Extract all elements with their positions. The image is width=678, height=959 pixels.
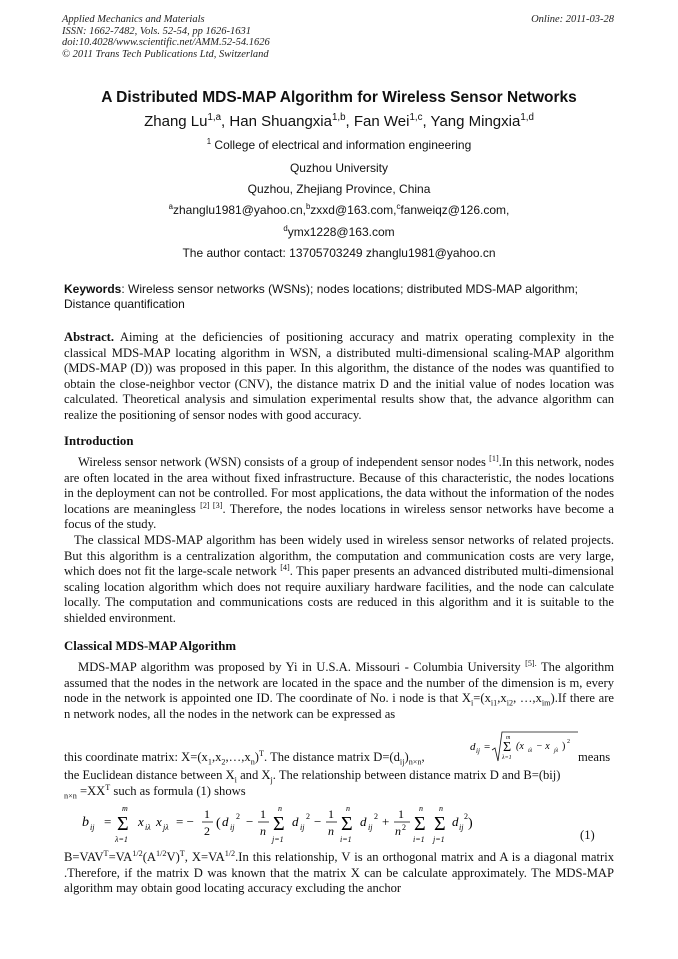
eq-paren: ) — [562, 741, 566, 752]
eq-term: (x — [516, 741, 524, 752]
eq-paren: ) — [468, 816, 473, 831]
eq-sum-upper: n — [439, 804, 443, 813]
classical-paragraph-2 — [64, 750, 464, 766]
introduction-body — [64, 455, 614, 627]
affiliation-university: Quzhou University — [289, 161, 389, 175]
eq-symbol: d — [292, 814, 299, 829]
classical-paragraph-3 — [64, 768, 614, 799]
keywords-text: : Wireless sensor networks (WSNs); nodes locations; distributed MDS-MAP algorithm; Distance quantification — [64, 282, 578, 311]
eq-denominator: n — [328, 824, 334, 838]
subscript: n — [250, 757, 255, 767]
subscript: 1 — [207, 757, 212, 767]
eq-subscript: ij — [476, 747, 480, 755]
eq-sum-upper: n — [419, 804, 423, 813]
online-date: Online: 2011-03-28 — [531, 14, 614, 25]
eq-superscript: 2 — [236, 812, 240, 821]
issn-line: ISSN: 1662-7482, Vols. 52-54, pp 1626-1631 — [62, 25, 251, 37]
section-heading-introduction: Introduction — [64, 434, 134, 448]
paper-title: A Distributed MDS-MAP Algorithm for Wireless Sensor Networks — [101, 89, 577, 106]
author-name: Fan Wei — [353, 113, 410, 130]
email-link[interactable]: zxxd@163.com, — [310, 203, 397, 217]
subscript: i — [234, 775, 237, 785]
classical-paragraph-4 — [64, 850, 614, 897]
eq-subscript: ij — [368, 823, 373, 832]
copyright-line: © 2011 Trans Tech Publications Ltd, Switzerland — [62, 48, 269, 60]
eq-numerator: 1 — [328, 807, 334, 821]
citation: [4] — [280, 562, 290, 572]
email-sup: c — [396, 202, 401, 211]
text: . The relationship between distance matrix D and B=(bij) — [272, 768, 561, 782]
journal-name: Applied Mechanics and Materials — [62, 14, 205, 25]
eq-symbol: d — [470, 741, 476, 753]
subscript: ij — [399, 757, 405, 767]
means-word: means — [578, 750, 611, 764]
subscript: im — [541, 698, 551, 708]
eq-operator: − — [314, 814, 322, 829]
eq-sum-lower: j=1 — [433, 835, 445, 844]
author-sup: 1,c — [409, 112, 423, 123]
text: Wireless sensor network (WSN) consists of a group of independent sensor nodes — [78, 455, 490, 469]
affiliation-college — [0, 138, 678, 152]
email-link[interactable]: fanweiqz@126.com, — [400, 203, 510, 217]
eq-sum-lower: i=1 — [413, 835, 425, 844]
citation: [2] [3] — [200, 500, 223, 510]
superscript: T — [258, 748, 264, 758]
subscript: 2 — [221, 757, 226, 767]
section-heading-classical: Classical MDS-MAP Algorithm — [64, 639, 237, 653]
keywords-label: Keywords — [64, 282, 122, 296]
affiliation-city: Quzhou, Zhejiang Province, China — [247, 182, 431, 196]
subscript: i — [471, 698, 474, 708]
text: ) — [404, 750, 409, 764]
text: ,x — [211, 750, 222, 764]
eq-sum-lower: λ=1 — [115, 835, 128, 844]
eq-sum-lower: i=1 — [340, 835, 352, 844]
equation-number: (1) — [580, 828, 595, 842]
classical-paragraph-1 — [64, 660, 614, 722]
eq-subscript: ij — [300, 823, 305, 832]
eq-sum: Σ — [503, 740, 512, 755]
eq-numerator: 1 — [204, 807, 210, 821]
text: The algorithm assumed that the nodes in the network are located in the space and the number of the dimension is m, every node in the network is appointed one ID. The coordinate of No. i node is that X — [64, 660, 614, 706]
author-sup: 1,d — [520, 112, 534, 123]
eq-denominator: n — [260, 824, 266, 838]
author-sup: 1,b — [331, 112, 346, 123]
affiliation-sup: 1 — [206, 137, 212, 146]
eq-numerator: 1 — [260, 807, 266, 821]
author-name: Han Shuangxia — [229, 113, 332, 130]
email-sup: a — [168, 202, 173, 211]
intro-paragraph-2 — [64, 533, 614, 627]
eq-subscript: iλ — [528, 748, 533, 754]
eq-superscript: 2 — [464, 812, 468, 821]
eq-numerator: 1 — [398, 807, 404, 821]
text: this coordinate matrix: X=(x — [64, 750, 208, 764]
distance-formula — [470, 728, 580, 764]
journal-header — [62, 14, 270, 60]
text: The classical MDS-MAP algorithm has been widely used in wireless sensor networks of related projects. But this algorithm is a centralization algorithm, the computation and communication costs are very large, which does not fit the large-scale network — [64, 532, 614, 579]
text: ,x — [497, 691, 507, 706]
subscript: i2 — [506, 698, 514, 708]
text: B=VAV — [64, 850, 104, 864]
eq-subscript: jλ — [554, 748, 559, 754]
text: =(x — [473, 691, 491, 706]
text: =VA — [108, 850, 133, 864]
text: (A — [142, 850, 156, 864]
text: the Euclidean distance between X — [64, 768, 235, 782]
text: , …,x — [513, 691, 542, 706]
eq-symbol: x — [156, 814, 162, 829]
text: =XX — [76, 783, 106, 798]
eq-operator: = — [484, 741, 491, 753]
email-line-2 — [0, 225, 678, 239]
text: . Therefore, the nodes locations in wireless sensor networks have become a focus of the study. — [64, 501, 614, 532]
eq-symbol: d — [452, 814, 459, 829]
eq-sum: Σ — [117, 813, 129, 835]
doi-line: doi:10.4028/www.scientific.net/AMM.52-54.1626 — [62, 37, 270, 48]
abstract-label: Abstract. — [64, 330, 115, 344]
eq-subscript: jλ — [163, 823, 169, 832]
author-sup: 1,a — [207, 112, 222, 123]
eq-operator: + — [382, 814, 390, 829]
text: .In this relationship, V is an orthogonal matrix and A is a diagonal matrix .Therefore, if the matrix D was known that the matrix X can be calculate approximately. The MDS-MAP algorithm may obtain good locating accuracy excluding the anchor — [64, 850, 614, 896]
eq-sum: Σ — [414, 813, 426, 835]
eq-operator: − — [246, 814, 254, 829]
eq-sum-lower: λ=1 — [502, 755, 512, 761]
abstract — [64, 330, 614, 424]
college-name: College of electrical and information engineering — [214, 138, 472, 152]
superscript: T — [103, 848, 109, 858]
eq-term: − x — [536, 741, 550, 752]
intro-paragraph-1 — [64, 455, 614, 533]
text: ,…,x — [225, 750, 251, 764]
email-link[interactable]: zhanglu1981@yahoo.cn, — [173, 203, 306, 217]
superscript: 1/2 — [132, 848, 143, 858]
text: .In this network, nodes are often located in the area without fixed infrastructure. Because of this characteristic, the nodes locations in the deployment can not be controlled. For most applications, the data without the information of the nodes locations are meaningless — [64, 455, 615, 516]
text: ) — [254, 750, 259, 764]
eq-subscript: ij — [90, 823, 95, 832]
eq-subscript: iλ — [145, 823, 151, 832]
subscript: n×n — [408, 757, 422, 767]
eq-subscript: ij — [459, 823, 464, 832]
text: , — [421, 750, 425, 764]
eq-denominator: 2 — [204, 824, 210, 838]
eq-sum-upper: m — [506, 735, 511, 741]
author-name: Yang Mingxia — [430, 113, 521, 130]
abstract-text: Aiming at the deficiencies of positioning accuracy and matrix operating complexity in the classical MDS-MAP locating algorithm in WSN, a distributed multi-dimensional scaling-MAP algorithm (MDS-MAP (D)) was proposed in this paper. In this algorithm, the distance of the nodes was quantified to obtain the close-neighbor vector (CNV), the distance matrix D and the initial value of nodes location was calculated. Theoretical analysis and simulation experimental results show that, the advance algorithm can realize the positioning of sensor nodes with good accuracy. — [64, 330, 614, 422]
author-contact: The author contact: 13705703249 zhanglu1981@yahoo.cn — [182, 246, 496, 260]
text: MDS-MAP algorithm was proposed by Yi in U.S.A. Missouri - Columbia University — [78, 660, 526, 674]
text: ).If there are n network nodes, all the nodes in the network can be expressed as — [64, 691, 614, 721]
superscript: T — [179, 848, 185, 858]
text: such as formula (1) shows — [110, 783, 246, 798]
eq-operator: = − — [176, 814, 194, 829]
eq-sum: Σ — [273, 813, 285, 835]
eq-sum: Σ — [341, 813, 353, 835]
eq-superscript: 2 — [306, 812, 310, 821]
eq-subscript: ij — [230, 823, 235, 832]
superscript: T — [105, 782, 111, 792]
eq-denominator: n — [395, 824, 401, 838]
text: . The distance matrix D=(d — [264, 750, 400, 764]
subscript: i1 — [490, 698, 498, 708]
eq-symbol: b — [82, 815, 89, 830]
eq-operator: = — [104, 814, 112, 829]
eq-symbol: d — [360, 814, 367, 829]
eq-sum-upper: n — [346, 804, 350, 813]
eq-sum-upper: m — [122, 804, 128, 813]
citation: [5]. — [525, 658, 537, 668]
text: . This paper presents an advanced distributed multi-dimensional scaling location algorithm which does not require auxiliary hardware facilities, and the node can calculate locally. The computation and communications costs are reduced in this algorithm and it is suitable to the shielded environment. — [64, 564, 614, 625]
eq-symbol: d — [222, 814, 229, 829]
author-name: Zhang Lu — [144, 113, 208, 130]
subscript: n×n — [64, 791, 77, 801]
eq-superscript: 2 — [374, 812, 378, 821]
eq-sum-upper: n — [278, 804, 282, 813]
eq-paren: ( — [216, 816, 221, 831]
text: , X=VA — [184, 850, 225, 864]
eq-sum-lower: j=1 — [272, 835, 284, 844]
eq-superscript: 2 — [402, 823, 406, 832]
email-sup: b — [305, 202, 311, 211]
text: and X — [236, 768, 271, 782]
superscript: 1/2 — [224, 848, 236, 858]
eq-sum: Σ — [434, 813, 446, 835]
email-link[interactable]: ymx1228@163.com — [287, 225, 395, 239]
keywords — [64, 282, 616, 312]
email-line — [0, 203, 678, 217]
eq-superscript: 2 — [567, 739, 570, 745]
eq-symbol: x — [138, 814, 144, 829]
citation: [1] — [489, 453, 499, 463]
author-list: Zhang Lu$^{1,a}$, Han Shuangxia$^{1,b}$, Fan Wei$^{1,c}$, Yang Mingxia$^{1,d}$ — [144, 112, 534, 130]
subscript: j — [270, 775, 273, 785]
text: V) — [166, 850, 180, 864]
email-sup: d — [283, 224, 288, 233]
superscript: 1/2 — [156, 848, 167, 858]
formula-1 — [74, 802, 474, 846]
